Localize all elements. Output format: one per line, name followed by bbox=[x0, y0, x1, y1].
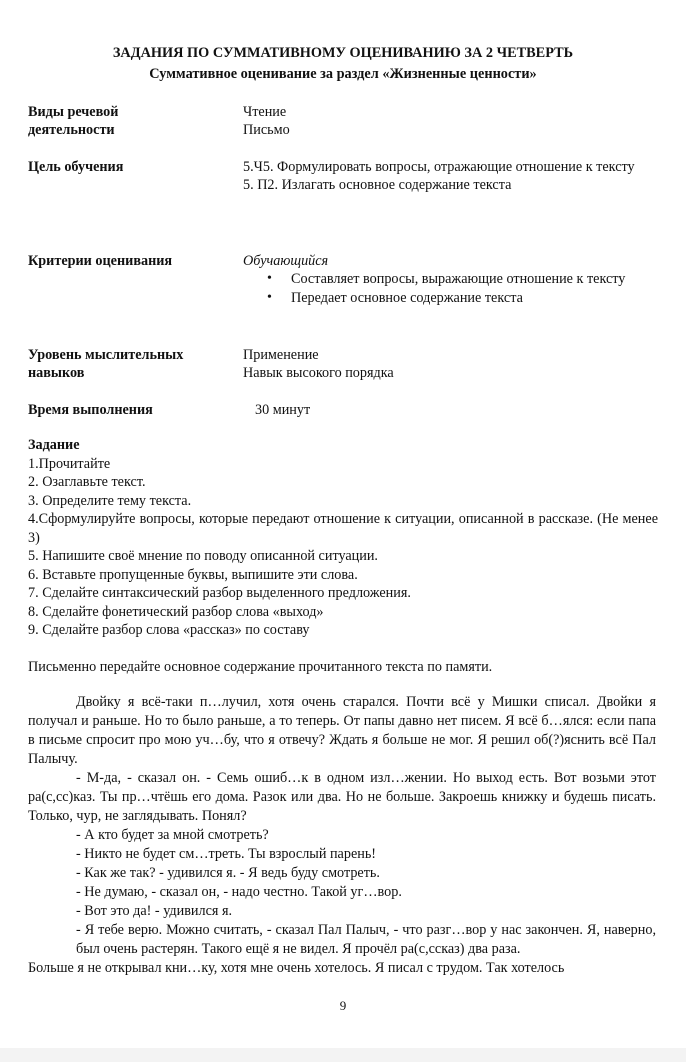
list-item: 4.Сформулируйте вопросы, которые передают отношение к ситуации, описанной в рассказе. (Не менее 3) bbox=[28, 511, 658, 546]
list-item: 3. Определите тему текста. bbox=[28, 492, 192, 509]
page-title: ЗАДАНИЯ ПО СУММАТИВНОМУ ОЦЕНИВАНИЮ ЗА 2 ЧЕТВЕРТЬ bbox=[112, 45, 574, 61]
dialog-line: - Не думаю, - сказал он, - надо честно. Такой уг…вор. bbox=[76, 884, 402, 900]
thinking-values: Применение Навык высокого порядка bbox=[243, 347, 394, 381]
goal-values: 5.Ч5. Формулировать вопросы, отражающие отношение к тексту 5. П2. Излагать основное содержание текста bbox=[243, 159, 635, 193]
criteria-list bbox=[243, 270, 663, 307]
activity-values: Чтение Письмо bbox=[243, 104, 290, 138]
dialog-line: - А кто будет за мной смотреть? bbox=[76, 827, 269, 843]
time-value: 30 минут bbox=[255, 402, 311, 418]
task-heading: Задание bbox=[28, 437, 80, 453]
dialog-line: - Вот это да! - удивился я. bbox=[76, 903, 233, 919]
list-item: 1.Прочитайте bbox=[28, 455, 111, 472]
story-paragraph: - М-да, - сказал он. - Семь ошиб…к в одном изл…жении. Но выход есть. Вот возьми этот ра(с,сс)каз. Ты пр…чтёшь его дома. Разок или два. Но не больше. Закроешь книжку и будешь писать. Только, чур, не заглядывать. Понял? bbox=[28, 770, 656, 824]
list-item: 5. Напишите своё мнение по поводу описанной ситуации. bbox=[28, 548, 378, 564]
page-subtitle: Суммативное оценивание за раздел «Жизненные ценности» bbox=[149, 66, 537, 82]
list-item: 6. Вставьте пропущенные буквы, выпишите эти слова. bbox=[28, 566, 358, 583]
criteria-values: Обучающийся • Составляет вопросы, выражающие отношение к тексту • Передает основное содержание текста bbox=[243, 252, 663, 307]
story-text bbox=[28, 693, 656, 978]
list-item: • Передает основное содержание текста bbox=[243, 289, 663, 307]
viewer-bottom-bar bbox=[0, 1048, 686, 1062]
dialog-line: - Как же так? - удивился я. - Я ведь буду смотреть. bbox=[76, 865, 380, 881]
dialog-line: - Никто не будет см…треть. Ты взрослый парень! bbox=[76, 846, 377, 862]
page-number: 9 bbox=[339, 998, 347, 1013]
list-item: 2. Озаглавьте текст. bbox=[28, 474, 146, 490]
story-paragraph: Больше я не открывал кни…ку, хотя мне очень хотелось. Я писал с трудом. Так хотелось bbox=[28, 960, 565, 976]
time-label: Время выполнения bbox=[28, 402, 153, 418]
story-paragraph: Двойку я всё-таки п…лучил, хотя очень старался. Почти всё у Мишки списал. Двойки я получал и раньше. Но то было раньше, а то теперь. От папы давно нет писем. Я всё б…ялся: если папа в письме спросит про мою уч…бу, что я отвечу? Ждать я больше не мог. Я решил об(?)яснить всё Пал Палычу. bbox=[28, 694, 656, 767]
goal-label: Цель обучения bbox=[28, 159, 124, 175]
criteria-label: Критерии оценивания bbox=[28, 253, 173, 269]
list-item: • Составляет вопросы, выражающие отношение к тексту bbox=[243, 270, 663, 288]
thinking-label: Уровень мыслительных навыков bbox=[28, 347, 184, 381]
activity-label: Виды речевой деятельности bbox=[28, 104, 119, 138]
task-section bbox=[28, 436, 658, 676]
list-item: 9. Сделайте разбор слова «рассказ» по составу bbox=[28, 622, 310, 638]
task-instruction: Письменно передайте основное содержание прочитанного текста по памяти. bbox=[28, 658, 493, 675]
dialog-line: - Я тебе верю. Можно считать, - сказал Пал Палыч, - что разг…вор у нас закончен. Я, наверно, был очень растерян. Такого ещё я не видел. Я прочёл ра(с,ссказ) два раза. bbox=[76, 922, 656, 957]
list-item: 7. Сделайте синтаксический разбор выделенного предложения. bbox=[28, 585, 411, 601]
list-item: 8. Сделайте фонетический разбор слова «выход» bbox=[28, 603, 324, 620]
